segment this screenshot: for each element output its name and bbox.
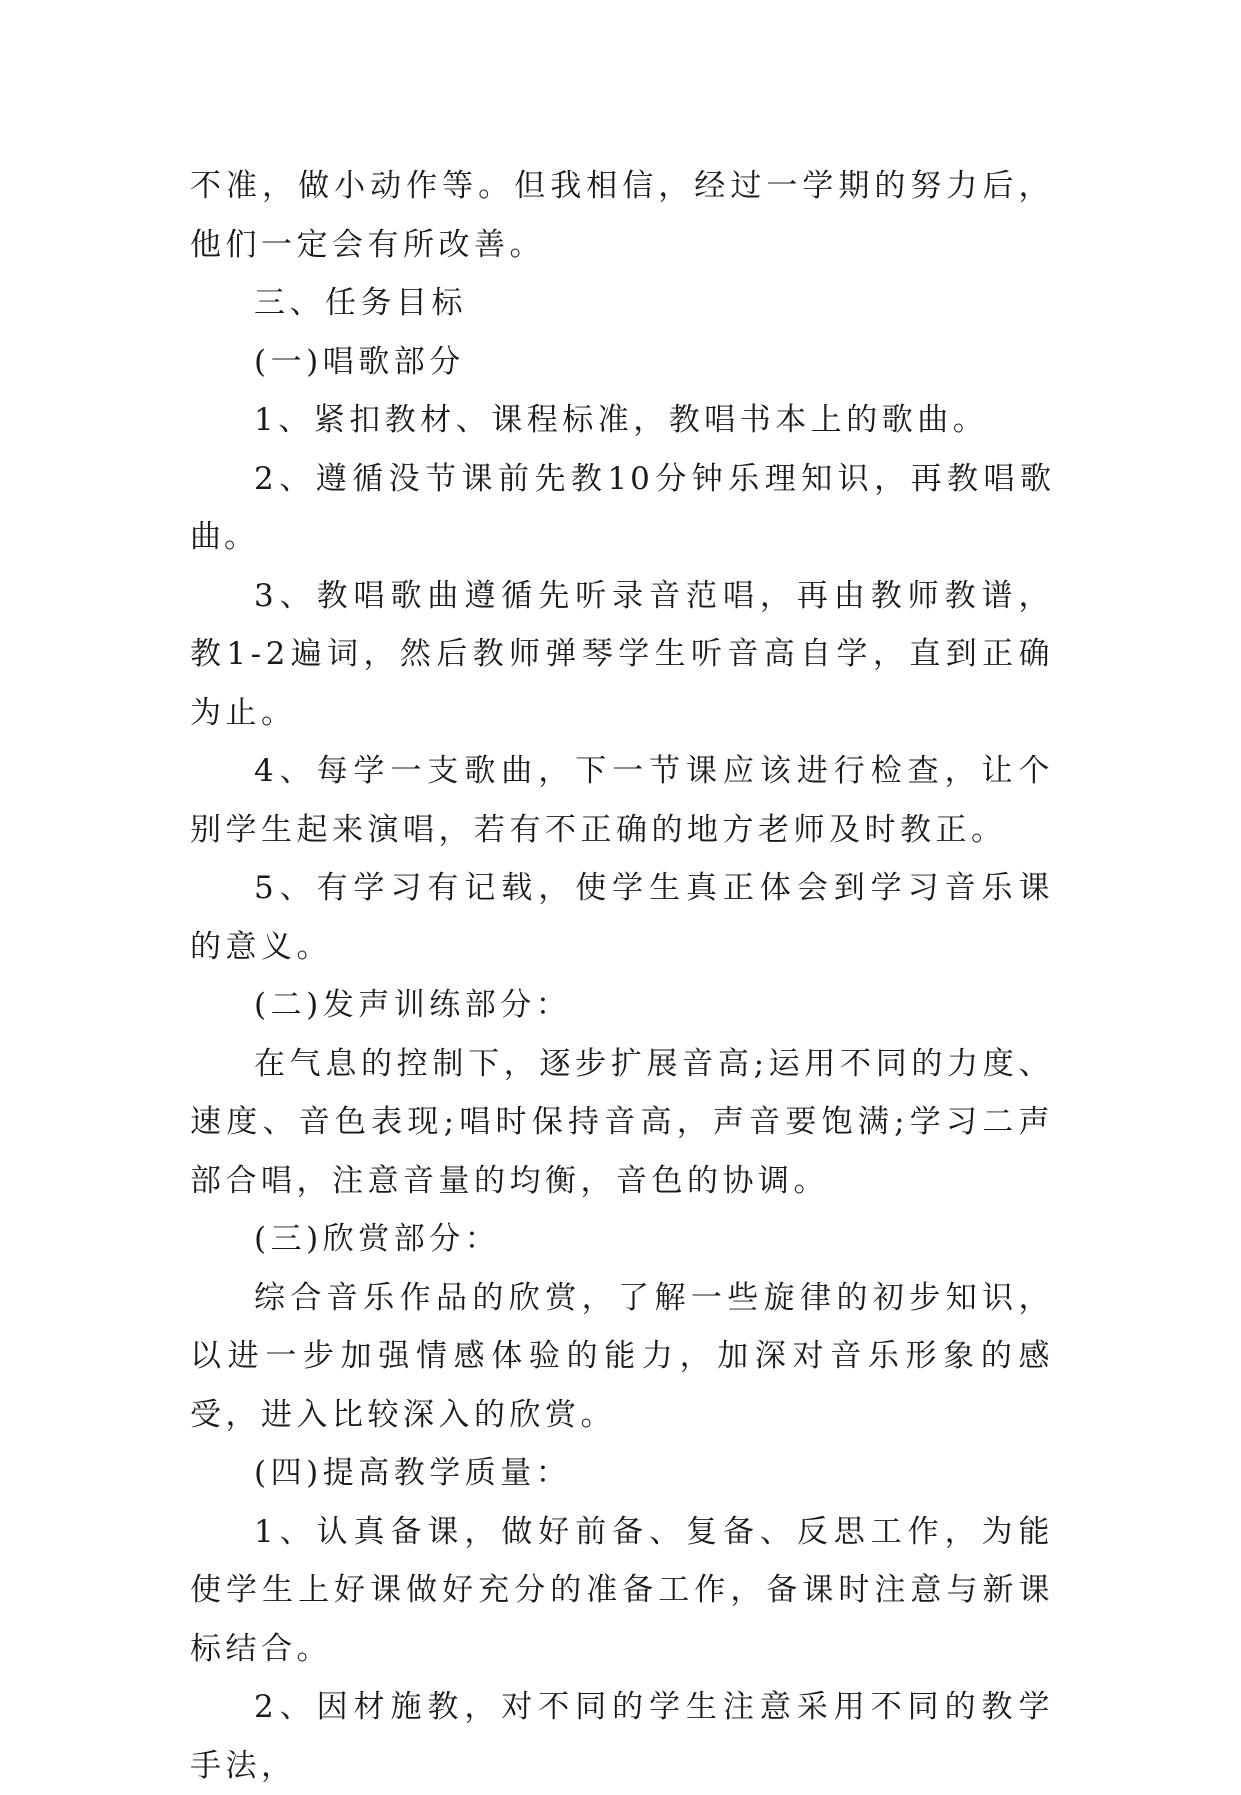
paragraph-continuation: 不准，做小动作等。但我相信，经过一学期的努力后，他们一定会有所改善。 bbox=[190, 168, 1054, 263]
section-heading-task-goals: 三、任务目标 bbox=[254, 285, 467, 321]
list-item-singing-3: 3、教唱歌曲遵循先听录音范唱，再由教师教谱，教1-2遍词，然后教师弹琴学生听音高自学，直到正确为止。 bbox=[190, 577, 1054, 731]
list-item-singing-1: 1、紧扣教材、课程标准，教唱书本上的歌曲。 bbox=[254, 402, 989, 438]
subsection-heading-appreciation: (三)欣赏部分： bbox=[254, 1221, 501, 1257]
list-item-quality-1: 1、认真备课，做好前备、复备、反思工作，为能使学生上好课做好充分的准备工作，备课时注意与新课标结合。 bbox=[190, 1513, 1054, 1667]
document-body bbox=[190, 157, 1054, 1795]
paragraph-appreciation: 综合音乐作品的欣赏，了解一些旋律的初步知识，以进一步加强情感体验的能力，加深对音乐形象的感受，进入比较深入的欣赏。 bbox=[190, 1279, 1054, 1433]
subsection-heading-vocal-training: (二)发声训练部分： bbox=[254, 987, 572, 1023]
list-item-singing-5: 5、有学习有记载，使学生真正体会到学习音乐课的意义。 bbox=[190, 870, 1054, 965]
list-item-singing-2: 2、遵循没节课前先教10分钟乐理知识，再教唱歌曲。 bbox=[190, 460, 1054, 555]
subsection-heading-singing: (一)唱歌部分 bbox=[254, 343, 465, 380]
subsection-heading-teaching-quality: (四)提高教学质量： bbox=[254, 1455, 572, 1491]
paragraph-vocal-training: 在气息的控制下，逐步扩展音高;运用不同的力度、速度、音色表现;唱时保持音高，声音要饱满;学习二声部合唱，注意音量的均衡，音色的协调。 bbox=[190, 1045, 1054, 1199]
list-item-singing-4: 4、每学一支歌曲，下一节课应该进行检查，让个别学生起来演唱，若有不正确的地方老师及时教正。 bbox=[190, 753, 1054, 848]
list-item-quality-2: 2、因材施教，对不同的学生注意采用不同的教学手法， bbox=[190, 1689, 1054, 1784]
